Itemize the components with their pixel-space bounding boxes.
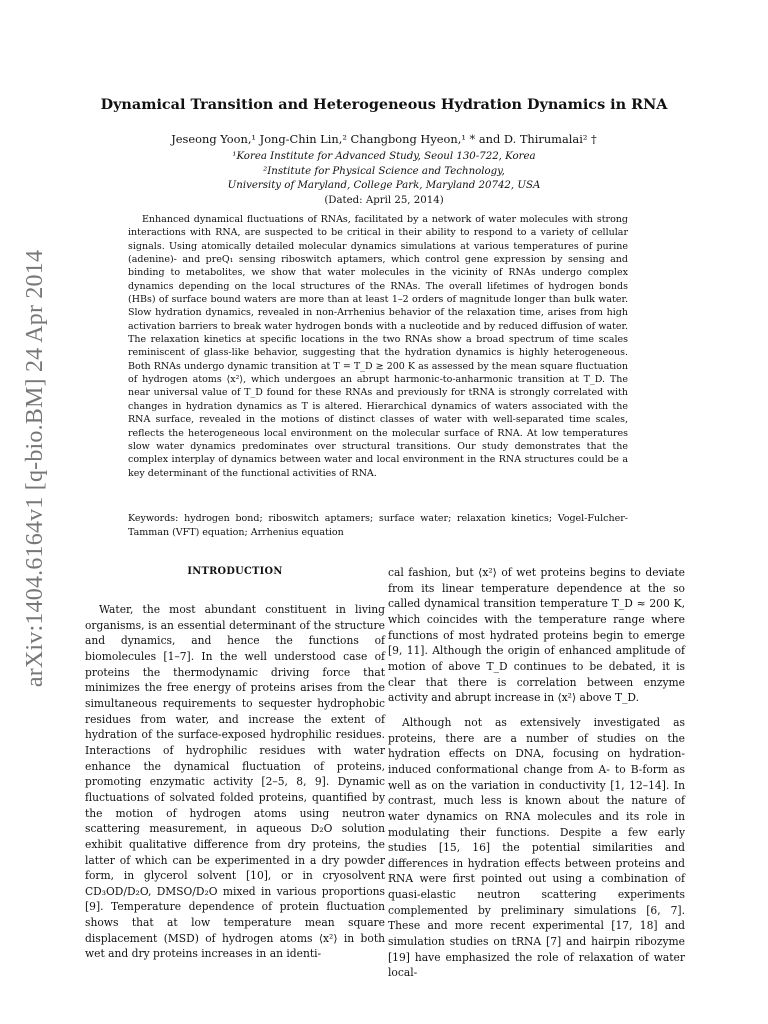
date-line: (Dated: April 25, 2014) [324,194,444,206]
left-column [85,602,385,962]
affiliation-3: University of Maryland, College Park, Maryland 20742, USA [227,180,541,191]
section-heading-introduction: INTRODUCTION [187,566,283,577]
intro-paragraph-2: Although not as extensively investigated as proteins, there are a number of studies on the hydration effects on DNA, focusing on hydration-induced conformational change from A- to B-form as well as on the variation in conductivity [1, 12–14]. In contrast, much less is known about the nature of water dynamics on RNA molecules and its role in modulating their functions. Despite a few early studies [15, 16] the potential similarities and differences in hydration effects between proteins and RNA were first pointed out using a combination of quasi-elastic neutron scattering experiments complemented by preliminary simulations [6, 7]. These and more recent experimental [17, 18] and simulation studies on tRNA [7] and hairpin ribozyme [19] have emphasized the role of relaxation of water local- [388,715,685,980]
intro-paragraph-1: Water, the most abundant constituent in living organisms, is an essential determinant of the structure and dynamics, and hence the functions of biomolecules [1–7]. In the well understood case of proteins the thermodynamic driving force that minimizes the free energy of proteins arises from the simultaneous requirements to sequester hydrophobic residues from water, and increase the extent of hydration of the surface-exposed hydrophilic residues. Interactions of hydrophilic residues with water enhance the dynamical fluctuation of proteins, promoting enzymatic activity [2–5, 8, 9]. Dynamic fluctuations of solvated folded proteins, quantified by the motion of hydrogen atoms using neutron scattering measurement, in aqueous D₂O solution exhibit qualitative difference from dry proteins, the latter of which can be experimented in a dry powder form, in glycerol solvent [10], or in cryosolvent CD₃OD/D₂O, DMSO/D₂O mixed in various proportions [9]. Temperature dependence of protein fluctuation shows that at low temperature mean square displacement (MSD) of hydrogen atoms ⟨x²⟩ in both wet and dry proteins increases in an identi- [85,603,385,961]
paper-title: Dynamical Transition and Heterogeneous Hydration Dynamics in RNA [100,96,668,113]
keywords: Keywords: hydrogen bond; riboswitch aptamers; surface water; relaxation kinetics; Vogel-Fulcher-Tamman (VFT) equation; Arrhenius equation [128,513,628,538]
right-column [388,565,685,981]
affiliations [100,150,668,208]
affiliation-2: ²Institute for Physical Science and Technology, [263,165,505,177]
author-list: Jeseong Yoon,¹ Jong-Chin Lin,² Changbong Hyeon,¹ * and D. Thirumalai² † [171,132,597,146]
arxiv-identifier [16,249,56,687]
arxiv-identifier-text: arXiv:1404.6164v1 [q-bio.BM] 24 Apr 2014 [22,249,49,687]
affiliation-1: ¹Korea Institute for Advanced Study, Seoul 130-722, Korea [232,151,536,162]
abstract: Enhanced dynamical fluctuations of RNAs, facilitated by a network of water molecules with strong interactions with RNA, are suspected to be critical in their ability to respond to a variety of cellular signals. Using atomically detailed molecular dynamics simulations at various temperatures of purine (adenine)- and preQ₁ sensing riboswitch aptamers, which control gene expression by sensing and binding to metabolites, we show that water molecules in the vicinity of RNAs undergo complex dynamics depending on the local structures of the RNAs. The overall lifetimes of hydrogen bonds (HBs) of surface bound waters are more than at least 1–2 orders of magnitude longer than bulk water. Slow hydration dynamics, revealed in non-Arrhenius behavior of the relaxation time, arises from high activation barriers to break water hydrogen bonds with a nucleotide and by reduced diffusion of water. The relaxation kinetics at specific locations in the two RNAs show a broad spectrum of time scales reminiscent of glass-like behavior, suggesting that the hydration dynamics is highly heterogeneous. Both RNAs undergo dynamic transition at T = T_D ≳ 200 K as assessed by the mean square fluctuation of hydrogen atoms ⟨x²⟩, which undergoes an abrupt harmonic-to-anharmonic transition at T_D. The near universal value of T_D found for these RNAs and previously for tRNA is strongly correlated with changes in hydration dynamics as T is altered. Hierarchical dynamics of waters associated with the RNA surface, revealed in the motions of distinct classes of water with well-separated time scales, reflects the heterogeneous local environment on the molecular surface of RNA. At low temperatures slow water dynamics predominates over structural transitions. Our study demonstrates that the complex interplay of dynamics between water and local environment in the RNA structures could be a key determinant of the functional activities of RNA. [128,214,628,479]
intro-paragraph-1-continued: cal fashion, but ⟨x²⟩ of wet proteins begins to deviate from its linear temperature dependence at the so called dynamical transition temperature T_D ≈ 200 K, which coincides with the temperature range where functions of most hydrated proteins begin to emerge [9, 11]. Although the origin of enhanced amplitude of motion of above T_D continues to be debated, it is clear that there is correlation between enzyme activity and abrupt increase in ⟨x²⟩ above T_D. [388,566,685,705]
